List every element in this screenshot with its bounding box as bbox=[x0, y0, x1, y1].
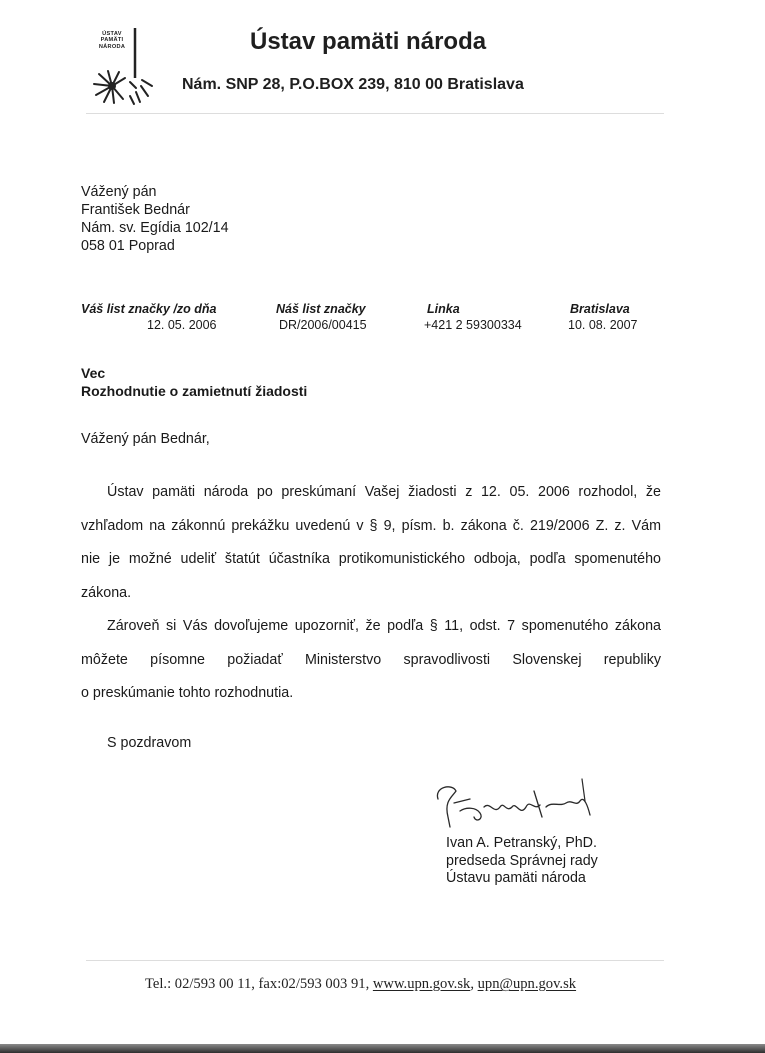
body-line: zákona. bbox=[81, 584, 132, 601]
ref-your-letter-value: 12. 05. 2006 bbox=[147, 318, 217, 332]
org-address: Nám. SNP 28, P.O.BOX 239, 810 00 Bratislava bbox=[182, 76, 524, 93]
footer-email-link[interactable]: upn@upn.gov.sk bbox=[477, 976, 577, 992]
ref-line-label: Linka bbox=[427, 302, 460, 316]
body-line: o preskúmanie tohto rozhodnutia. bbox=[81, 685, 294, 701]
body-line: vzhľadom na zákonnú prekážku uvedenú v § 9, písm. b. zákona č. 219/2006 Z. z. Vám bbox=[81, 517, 661, 534]
signature-icon bbox=[430, 777, 610, 837]
org-name: Ústav pamäti národa bbox=[250, 28, 487, 55]
recipient-address bbox=[81, 183, 229, 255]
subject-label: Vec bbox=[81, 365, 106, 381]
body-paragraph-1 bbox=[81, 476, 661, 610]
signer-block bbox=[446, 835, 598, 888]
footer-contact bbox=[145, 976, 576, 993]
header-divider bbox=[86, 113, 664, 114]
body-line: Ústav pamäti národa po preskúmaní Vašej žiadosti z 12. 05. 2006 rozhodol, že bbox=[107, 484, 661, 500]
body-line: nie je možné udeliť štatút účastníka protikomunistického odboja, podľa spomenutého bbox=[81, 551, 661, 567]
ref-line-value: +421 2 59300334 bbox=[424, 318, 522, 332]
recipient-salutation-line: Vážený pán bbox=[81, 184, 157, 200]
footer-divider bbox=[86, 960, 664, 961]
recipient-name: František Bednár bbox=[81, 202, 190, 218]
footer-phone-fax: Tel.: 02/593 00 11, fax:02/593 003 91, bbox=[145, 976, 370, 992]
body-line: môžete písomne požiadať Ministerstvo spravodlivosti Slovenskej republiky bbox=[81, 651, 661, 668]
body-line: Zároveň si Vás dovoľujeme upozorniť, že podľa § 11, odst. 7 spomenutého zákona bbox=[107, 618, 661, 634]
ref-our-value: DR/2006/00415 bbox=[279, 318, 367, 332]
recipient-city: 058 01 Poprad bbox=[81, 238, 175, 254]
logo-text: ÚSTAV PAMÄTI NÁRODA bbox=[98, 31, 126, 50]
signer-org: Ústavu pamäti národa bbox=[446, 870, 586, 887]
subject-text: Rozhodnutie o zamietnutí žiadosti bbox=[81, 383, 308, 399]
ref-date-value: 10. 08. 2007 bbox=[568, 318, 638, 332]
footer-separator: , bbox=[470, 976, 474, 992]
ref-our-label: Náš list značky bbox=[276, 302, 366, 316]
body-paragraph-2 bbox=[81, 610, 661, 711]
footer-website-link[interactable]: www.upn.gov.sk bbox=[372, 976, 471, 992]
closing-greeting: S pozdravom bbox=[107, 735, 192, 751]
scan-bottom-edge bbox=[0, 1044, 765, 1053]
subject-block bbox=[81, 364, 307, 400]
recipient-street: Nám. sv. Egídia 102/14 bbox=[81, 220, 229, 236]
ref-your-letter-label: Váš list značky /zo dňa bbox=[81, 302, 217, 316]
signer-name: Ivan A. Petranský, PhD. bbox=[446, 835, 597, 851]
ref-place-label: Bratislava bbox=[570, 302, 630, 316]
signer-title: predseda Správnej rady bbox=[446, 852, 598, 869]
handwritten-signature bbox=[430, 777, 610, 837]
salutation: Vážený pán Bednár, bbox=[81, 431, 210, 447]
